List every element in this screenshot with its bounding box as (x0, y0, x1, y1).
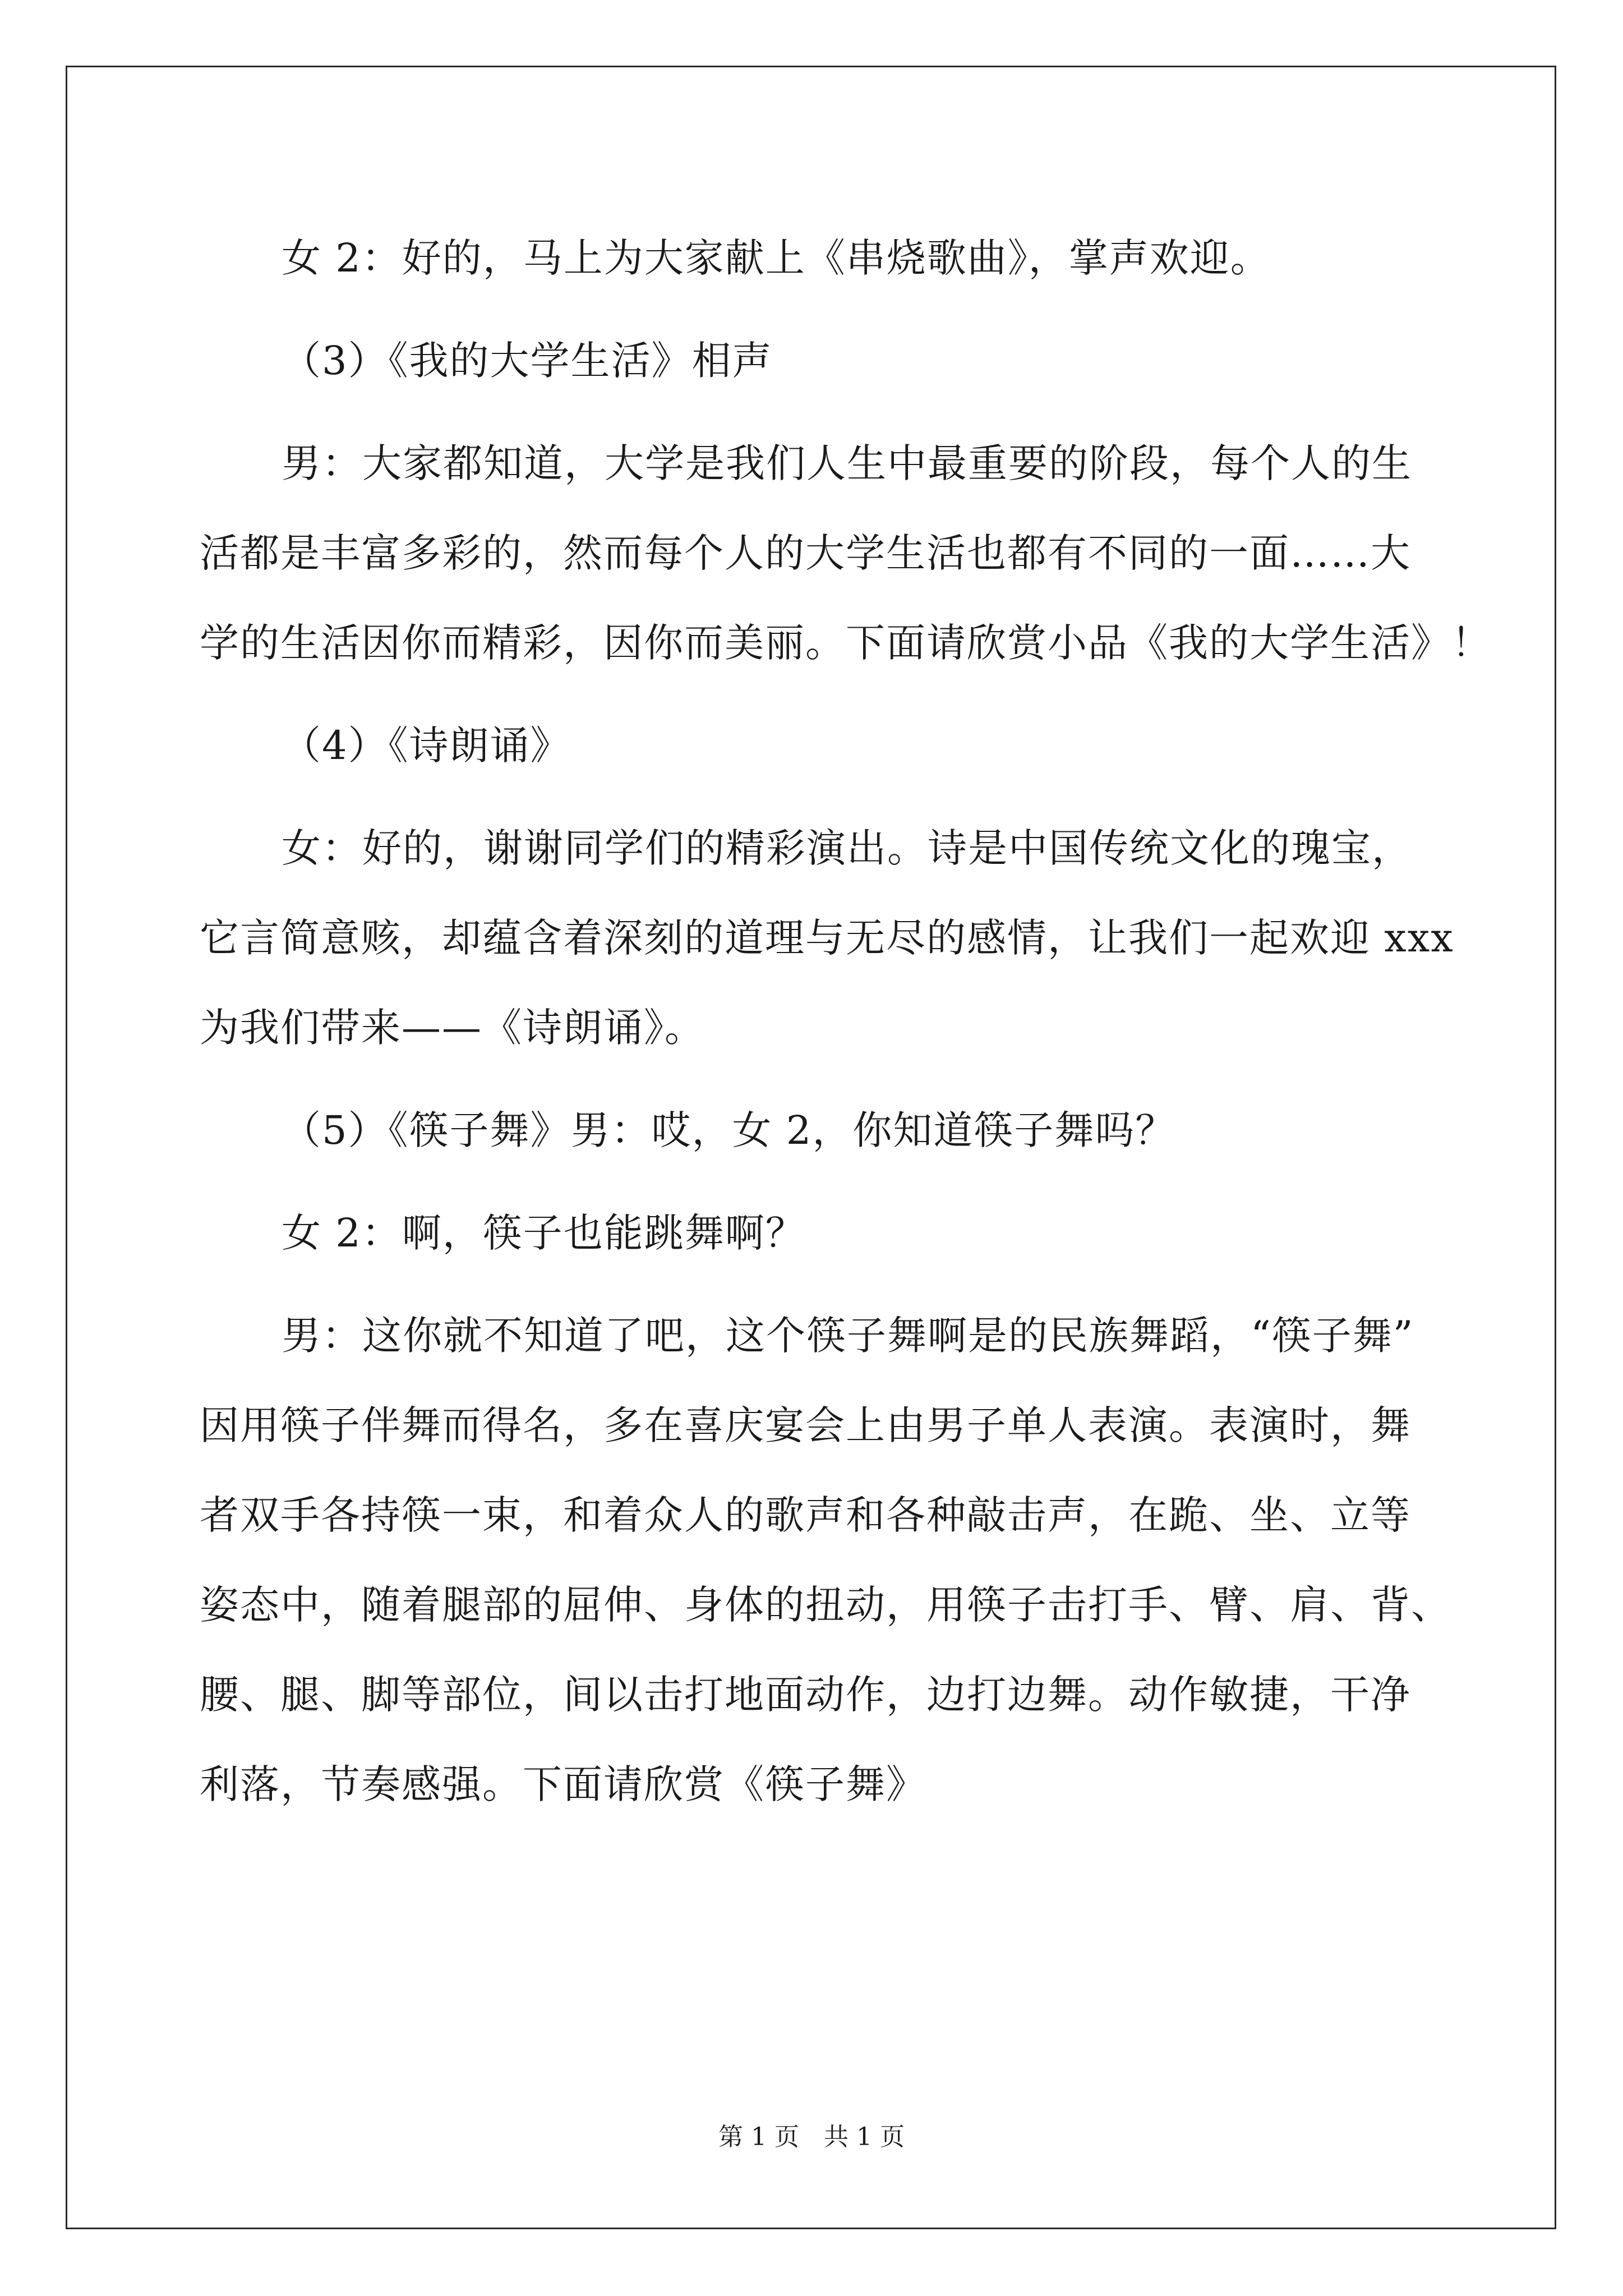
text-line: 者双手各持筷一束，和着众人的歌声和各种敲击声，在跪、坐、立等 (200, 1492, 1411, 1538)
paragraph (200, 803, 1454, 1073)
text-line: 腰、腿、脚等部位，间以击打地面动作，边打边舞。动作敏捷，干净 (200, 1672, 1411, 1718)
page-number-footer: 第 1 页 共 1 页 (718, 2123, 905, 2151)
paragraph (200, 1291, 1451, 1829)
text-line: 为我们带来——《诗朗诵》。 (200, 1005, 705, 1051)
text-line: （4）《诗朗诵》 (282, 723, 571, 769)
text-line: 学的生活因你而精彩，因你而美丽。下面请欣赏小品《我的大学生活》！ (200, 620, 1492, 666)
text-line: 因用筷子伴舞而得名，多在喜庆宴会上由男子单人表演。表演时，舞 (200, 1402, 1411, 1448)
paragraph (200, 418, 1492, 688)
text-line: 女 2：啊，筷子也能跳舞啊？ (282, 1210, 806, 1256)
text-line: 利落，节奏感强。下面请欣赏《筷子舞》 (200, 1761, 926, 1807)
text-line: （3）《我的大学生活》相声 (282, 338, 773, 384)
section-heading (200, 1085, 1433, 1175)
section-heading (200, 316, 1433, 406)
text-line: （5）《筷子舞》男：哎，女 2，你知道筷子舞吗？ (282, 1107, 1176, 1153)
text-line: 男：这你就不知道了吧，这个筷子舞啊是的民族舞蹈，“筷子舞” (282, 1313, 1414, 1359)
text-line: 男：大家都知道，大学是我们人生中最重要的阶段，每个人的生 (282, 440, 1412, 486)
section-heading (200, 701, 1433, 790)
text-line: 女：好的，谢谢同学们的精彩演出。诗是中国传统文化的瑰宝， (282, 825, 1412, 871)
paragraph (200, 1188, 1433, 1278)
text-line: 活都是丰富多彩的，然而每个人的大学生活也都有不同的一面……大 (200, 530, 1411, 576)
paragraph (200, 213, 1433, 303)
text-line: 姿态中，随着腿部的屈伸、身体的扭动，用筷子击打手、臂、肩、背、 (200, 1582, 1451, 1628)
text-line: 女 2：好的，马上为大家献上《串烧歌曲》，掌声欢迎。 (282, 235, 1271, 281)
document-body (200, 213, 1492, 1829)
text-line: 它言简意赅，却蕴含着深刻的道理与无尽的感情，让我们一起欢迎 xxx (200, 915, 1454, 961)
